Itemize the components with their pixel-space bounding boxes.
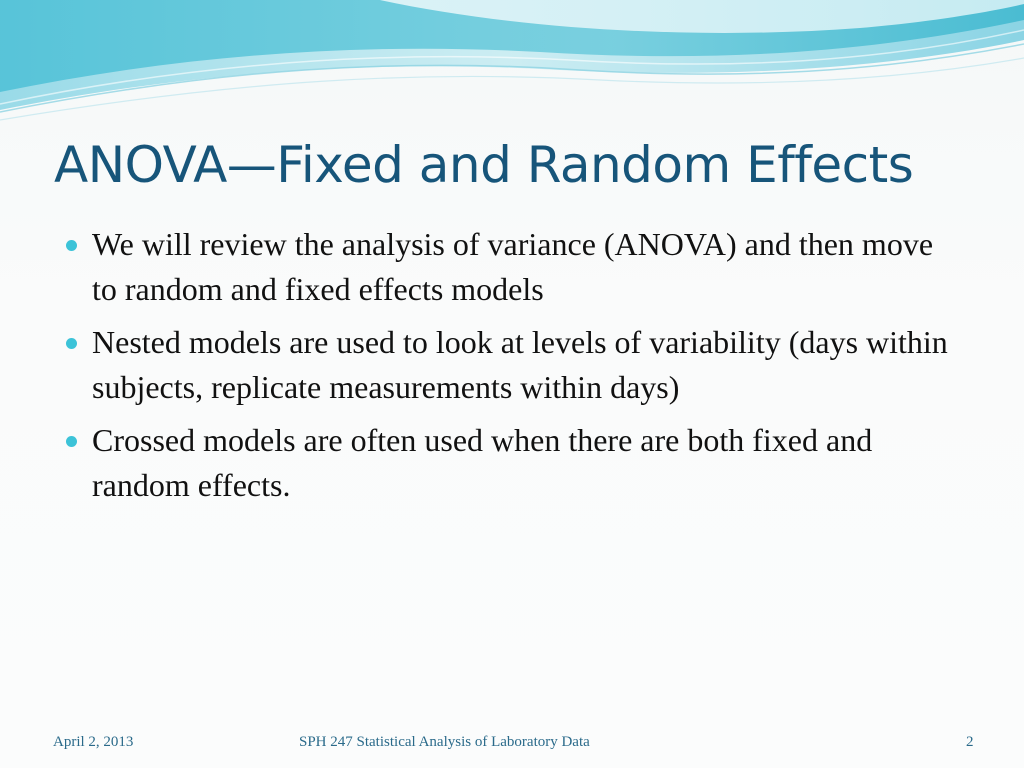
bullet-text: Crossed models are often used when there are both fixed and random effects. bbox=[92, 422, 873, 503]
bullet-dot-icon bbox=[66, 240, 77, 251]
header-wave-decoration bbox=[0, 0, 1024, 130]
bullet-list bbox=[62, 222, 962, 516]
footer-course-title: SPH 247 Statistical Analysis of Laboratory Data bbox=[299, 734, 590, 750]
footer-page-number: 2 bbox=[966, 734, 974, 750]
bullet-dot-icon bbox=[66, 436, 77, 447]
bullet-text: Nested models are used to look at levels of variability (days within subjects, replicate measurements within days) bbox=[92, 324, 948, 405]
bullet-item bbox=[62, 222, 962, 312]
slide-title: ANOVA—Fixed and Random Effects bbox=[54, 136, 914, 194]
bullet-item bbox=[62, 418, 962, 508]
bullet-dot-icon bbox=[66, 338, 77, 349]
footer-date: April 2, 2013 bbox=[53, 734, 134, 750]
bullet-text: We will review the analysis of variance (ANOVA) and then move to random and fixed effects models bbox=[92, 226, 934, 307]
bullet-item bbox=[62, 320, 962, 410]
